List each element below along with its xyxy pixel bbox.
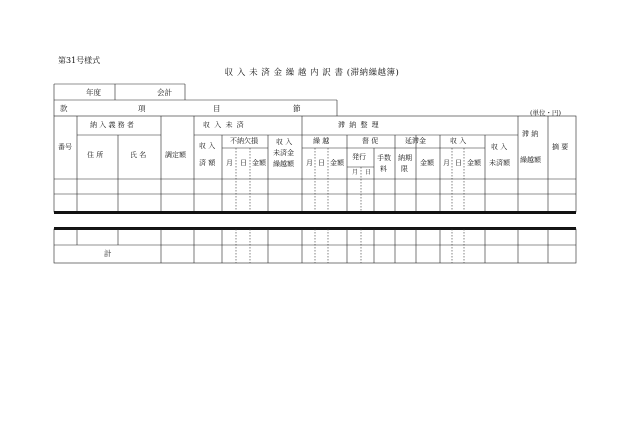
account-label: 会計 <box>157 88 172 97</box>
col-default-day: 日 <box>240 159 247 167</box>
col-arrears-carry-bottom: 繰越額 <box>520 156 541 164</box>
col-carryover-bottom: 繰越額 <box>273 160 294 168</box>
col-hakko-month: 月 <box>352 169 359 176</box>
col-deadline-bottom: 限 <box>401 165 408 173</box>
col-address: 住 所 <box>87 151 104 159</box>
form-number: 第31号様式 <box>58 56 101 65</box>
col-received-top: 収 入 <box>199 142 216 150</box>
form-title: 収 入 未 済 金 繰 越 内 訳 書 (滞納繰越簿) <box>224 68 400 78</box>
col-shunyu-amount: 金額 <box>467 159 481 167</box>
col-name: 氏 名 <box>130 151 147 159</box>
col-fee-bottom: 料 <box>380 165 387 173</box>
col-uncollected-top: 収 入 <box>491 143 508 151</box>
col-uncollected-group: 収 入 未 済 <box>203 121 245 129</box>
col-hakko: 発行 <box>352 153 366 161</box>
col-enteikin: 延滞金 <box>405 137 426 145</box>
col-arrears-group: 滞 納 整 理 <box>338 121 380 129</box>
col-shunyu-day: 日 <box>455 159 462 167</box>
col-default-month: 月 <box>226 159 233 167</box>
col-carryover-top: 収 入 <box>276 138 293 146</box>
unit-note: (単位・円) <box>530 109 562 117</box>
col-obligor-group: 納 入 義 務 者 <box>90 121 134 129</box>
col-number: 番号 <box>58 143 72 151</box>
col-uncollected-bottom: 未済額 <box>489 159 510 167</box>
col-kurikoshi: 繰 越 <box>313 137 330 145</box>
col-shunyu-month: 月 <box>443 159 450 167</box>
setsu-label: 節 <box>293 104 301 113</box>
col-enteikin-amount: 金額 <box>420 159 434 167</box>
col-default-loss: 不納欠損 <box>230 137 258 145</box>
col-tokusoku: 督 促 <box>362 137 379 145</box>
col-arrears-carry-top: 滞 納 <box>522 130 539 138</box>
kan-label: 款 <box>60 104 68 113</box>
kou-label: 項 <box>138 104 146 113</box>
col-assessed-amount: 調定額 <box>165 151 186 159</box>
col-carryover-mid: 未済金 <box>273 149 294 157</box>
col-hakko-day: 日 <box>365 169 372 176</box>
col-remarks: 摘 要 <box>552 143 569 151</box>
col-received-bottom: 済 額 <box>199 159 216 167</box>
col-kurikoshi-day: 日 <box>318 159 325 167</box>
col-shunyu: 収 入 <box>450 137 467 145</box>
col-deadline-top: 納期 <box>398 154 412 162</box>
fiscal-year-label: 年度 <box>86 88 101 97</box>
moku-label: 目 <box>213 104 221 113</box>
col-kurikoshi-amount: 金額 <box>330 159 344 167</box>
total-label: 計 <box>104 249 112 258</box>
col-default-amount: 金額 <box>252 159 266 167</box>
col-fee-top: 手数 <box>377 154 391 162</box>
col-kurikoshi-month: 月 <box>306 159 313 167</box>
